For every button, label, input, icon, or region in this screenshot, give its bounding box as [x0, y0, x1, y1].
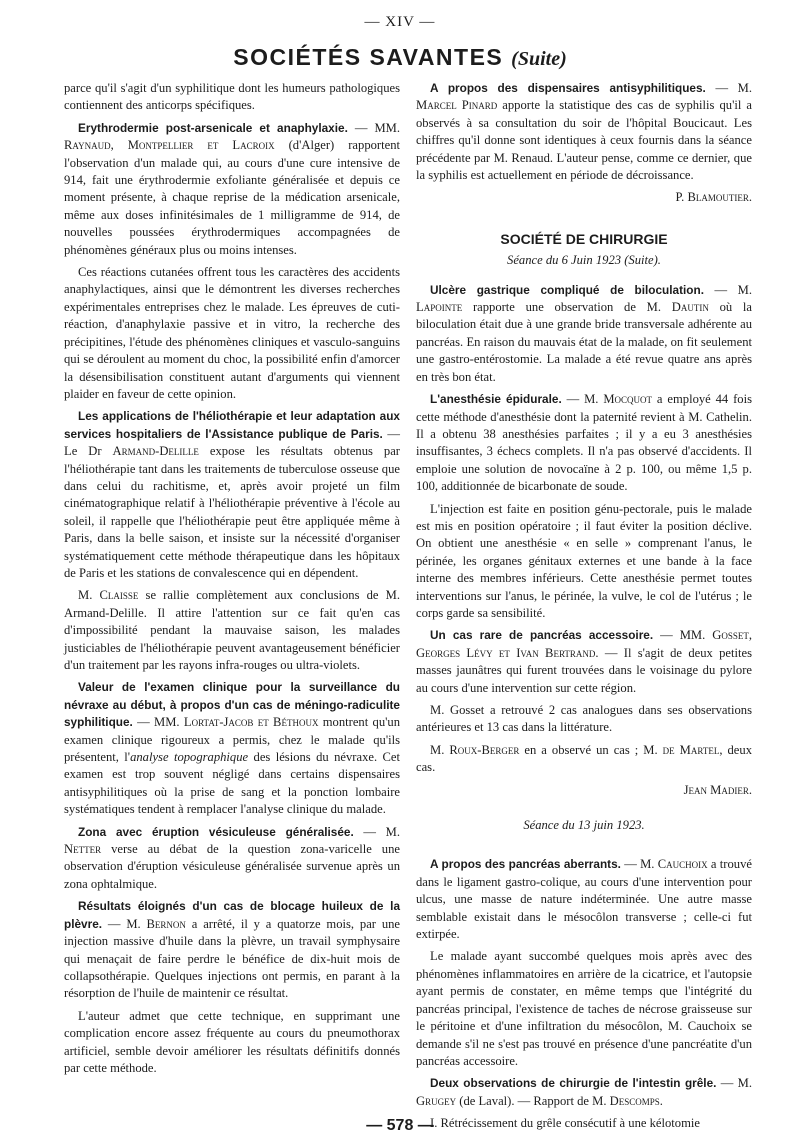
- author-name: Cauchoix: [657, 857, 708, 872]
- article-heading: Erythrodermie post-arsenicale et anaphylaxie.: [78, 120, 348, 135]
- paragraph: [416, 742, 752, 777]
- article-lead: — Le Dr: [64, 426, 400, 459]
- article-lead: M.: [430, 742, 450, 757]
- article-body: des lésions du névraxe. Cet examen est trop souvent négligé dans certains dispensaires antisyphilitiques où la prise de sang et la ponction lombaire systématiques tendent à remplacer l'analyse clinique du malade.: [64, 750, 400, 817]
- author-name: Mocquot: [603, 392, 653, 407]
- running-title-suffix: (Suite): [511, 48, 567, 70]
- article-claisse: [64, 587, 400, 674]
- article-heading: A propos des pancréas aberrants.: [430, 857, 621, 872]
- article-lead: — MM.: [132, 715, 184, 730]
- article-dispensaires: [416, 80, 752, 184]
- page-number: — 578 —: [366, 1117, 434, 1134]
- article-heading: Valeur de l'examen clinique pour la surveillance du névraxe au début, à propos d'un cas de méningo-radiculite syphilitique.: [64, 680, 400, 730]
- article-lead: M.: [78, 588, 100, 603]
- author-name: Descomps: [609, 1093, 660, 1108]
- article-zona: [64, 824, 400, 894]
- article-lead: — M.: [716, 1076, 752, 1091]
- article-lead: — M.: [620, 857, 658, 872]
- article-body: se rallie complètement aux conclusions de M. Armand-Delille. Il attire l'attention sur ce fait qu'en cas d'impossibilité pendant la mauvaise saison, les malades justiciables de l'héliothérapie peuvent avantageusement bénéficier d'un traitement par les rayons infra-rouges ou ultra-violets.: [64, 588, 400, 672]
- author-name: de Martel: [662, 742, 720, 757]
- article-body: a employé 44 fois cette méthode d'anesthésie dont la paternité revient à M. Cathelin. Il a obtenu 38 anesthésies parfaites ; il y a eu 3 anesthésies insuffisantes, 3 échecs complets. Il n'a pas observé d'accidents. Il emploie une solution de novocaïne à 2 p. 100, ou même 1,5 p. 100, additionnée de bicarbonate de soude.: [416, 392, 752, 494]
- author-name: Lapointe: [416, 300, 463, 315]
- author-name: Marcel Pinard: [416, 98, 498, 113]
- article-lead: — M.: [704, 282, 752, 297]
- running-title-main: SOCIÉTÉS SAVANTES: [233, 44, 504, 70]
- article-lead: — M.: [561, 392, 604, 407]
- signature-name: P. Blamoutier.: [675, 190, 752, 205]
- article-body: a trouvé dans le ligament gastro-colique, au cours d'une intervention pour ulcus, une masse de nature indéterminée. Une autre masse semblable existait dans le mésocôlon transverse ; celle-ci fut extirpée.: [416, 857, 752, 942]
- paragraph: Le malade ayant succombé quelques mois après avec des phénomènes inflammatoires en arrière de la cicatrice, et l'autopsie ayant permis de constater, en même temps que l'intégrité du pancréas principal, l'existence de taches de nécrose graisseuse sur le péritoine et d'une infiltration du mésocôlon, M. Cauchoix se demande s'il ne s'est pas trouvé en présence d'une pancréatite d'un pancréas accessoire.: [416, 949, 752, 1068]
- article-body: montrent qu'un examen clinique rigoureux a permis, chez le malade qu'ils présentent, l': [64, 715, 400, 765]
- article-body: a arrêté, il y a quatorze mois, par une injection massive d'huile dans la plèvre, un travail symphysaire qui menaçait de faire perdre le bénéfice de dix-huit mois de collapsothérapie. Quelques injections ont permis, en parant à la résorption de l'huile de maintenir ce résultat.: [64, 916, 401, 1001]
- running-title: [0, 44, 800, 71]
- article-body: . — Il s'agit de deux petites masses jaunâtres qui furent trouvées dans le voisinage du pylore au cours d'une intervention sur cette région.: [416, 645, 752, 695]
- article-heading: Un cas rare de pancréas accessoire.: [430, 628, 654, 643]
- article-nevraxe: [64, 679, 400, 818]
- author-names: MM. Raynaud, Montpellier et Lacroix: [64, 120, 401, 153]
- article-pancreas-aberrants: [416, 856, 752, 943]
- session-date: Séance du 13 juin 1923.: [523, 818, 645, 833]
- article-heading: Ulcère gastrique compliqué de biloculation.: [430, 282, 704, 297]
- paragraph: M. Gosset a retrouvé 2 cas analogues dans ses observations antérieures et 13 cas dans la littérature.: [416, 703, 752, 735]
- article-body: où la biloculation était due à une grande bride transversale adhérente au pancréas. En raison du mauvais état de la malade, on fit seulement une gastro-entérostomie. La malade a été revue quatre ans après en très bon état.: [416, 300, 752, 384]
- article-heading: L'anesthésie épidurale.: [430, 392, 562, 407]
- author-name: Bernon: [146, 916, 186, 931]
- signature-name: Jean Madier.: [683, 782, 752, 797]
- article-ulcere: [416, 282, 752, 386]
- article-heading: Résultats éloignés d'un cas de blocage huileux de la plèvre.: [64, 899, 400, 931]
- signature: [416, 189, 752, 206]
- article-plevre: [64, 898, 400, 1002]
- paragraph: I. Rétrécissement du grêle consécutif à une kélotomie: [430, 1116, 700, 1131]
- article-body: , deux cas.: [416, 742, 752, 775]
- session-date: Séance du 6 Juin 1923 (Suite).: [507, 253, 661, 268]
- paragraph: parce qu'il s'agit d'un syphilitique dont les humeurs pathologiques contiennent des anticorps spécifiques.: [64, 81, 400, 113]
- dash: —: [347, 120, 375, 135]
- article-pancreas-accessoire: [416, 627, 752, 697]
- article-lead: — MM.: [653, 628, 713, 643]
- italic-term: analyse topographique: [130, 750, 249, 765]
- article-heliotherapie: [64, 408, 400, 582]
- article-heading: A propos des dispensaires antisyphilitiques.: [430, 81, 706, 95]
- article-lead: — M.: [705, 81, 752, 95]
- right-column: [416, 80, 752, 1138]
- article-heading: Les applications de l'héliothérapie et leur adaptation aux services hospitaliers de l'Assistance publique de Paris.: [64, 409, 400, 441]
- author-name: Grugey: [416, 1093, 457, 1108]
- paragraph: Ces réactions cutanées offrent tous les caractères des accidents anaphylactiques, ainsi que le démontrent les diverses recherches expérimentales entreprises chez le malade. Les épreuves de cuti-réaction, d'anaphylaxie passive et in vitro, la recherche des précipitines, l'étude des phénomènes cliniques et vasculo-sanguins qui se déroulent au moment du choc, la possibilité enfin d'amorcer la désensibilisation constituent autant d'arguments qui viennent plaider en faveur de cette opinion.: [64, 265, 400, 401]
- article-body: verse au débat de la question zona-varicelle une observation d'éruption vésiculeuse généralisée survenue après un zona ophtalmique.: [64, 842, 400, 891]
- paragraph: L'auteur admet que cette technique, en supprimant une complication encore assez fréquente au cours du pneumothorax artificiel, semble devoir améliorer les résultats définitifs donnés par cette méthode.: [64, 1008, 400, 1075]
- article-body: (de Laval). — Rapport de M.: [456, 1093, 610, 1108]
- article-body: rapporte une observation de M.: [462, 300, 672, 315]
- author-name: Netter: [64, 842, 102, 857]
- author-name: Claisse: [99, 588, 139, 603]
- author-name: Roux-Berger: [449, 742, 520, 757]
- section-title: SOCIÉTÉ DE CHIRURGIE: [500, 230, 668, 247]
- article-heading: Deux observations de chirurgie de l'intestin grêle.: [430, 1076, 717, 1091]
- article-lead: — M.: [353, 824, 400, 839]
- article-body: .: [659, 1093, 663, 1108]
- author-names: Gosset, Georges Lévy et Ivan Bertrand: [416, 628, 753, 660]
- page-roman-numeral: — XIV —: [364, 14, 436, 30]
- article-lead: — M.: [102, 916, 147, 931]
- article-body: (d'Alger) rapportent l'observation d'un malade qui, au cours d'une cure intensive de 914, fait une érythrodermie exfoliante généralisée et depuis ce moment présente, à chaque reprise de la médication arsenicale, même aux doses infinitésimales de 1 milligramme de 914, de nouvelles poussées érythrodermiques accompagnées de phénomènes généraux plus ou moins intenses.: [64, 138, 400, 257]
- article-erythrodermie: [64, 120, 400, 259]
- author-name: Dautin: [671, 300, 709, 315]
- article-anesthesie: [416, 391, 752, 495]
- left-column: [64, 80, 400, 1082]
- author-name: Armand-Delille: [112, 444, 199, 459]
- signature: [416, 782, 752, 799]
- article-body: apporte la statistique des cas de syphilis qu'il a observés à sa consultation du soir de l'hôpital Boucicaut. Les chiffres qu'il donne sont identiques à ceux fournis dans la séance précédente par M. Renaud. L'auteur pense, comme ce dernier, que la syphilis est actuellement en période de décroissance.: [416, 98, 752, 183]
- author-names: Lortat-Jacob et Béthoux: [183, 715, 319, 730]
- article-intestin-grele: [416, 1075, 752, 1110]
- article-heading: Zona avec éruption vésiculeuse généralisée.: [78, 824, 354, 839]
- article-body: expose les résultats obtenus par l'héliothérapie tant dans les traitements de tuberculose osseuse que dans celui du rachitisme, et, après avoir projeté un film cinématographique relatif à l'héliothérapie préventive à l'école au soleil, il rappelle que l'héliothérapie peut être appliquée même à Paris, dans la belle saison, et insiste sur la nécessité d'organiser systématiquement cette méthode thérapeutique dans les hôpitaux de Paris et les stations de convalescence qui en dépendent.: [64, 444, 400, 580]
- article-body: en a observé un cas ; M.: [519, 742, 663, 757]
- paragraph: L'injection est faite en position génu-pectorale, puis le malade est mis en position opératoire ; il faut éviter la position déclive. On obtient une anesthésie « en selle » comprenant l'anus, le périnée, les organes génitaux externes et une bande à la face interne des membres inférieurs. Cette anesthésie permet toutes interventions sur l'anus, le périnée, la vulve, le col de l'utérus ; le corps garde sa sensibilité.: [416, 501, 752, 620]
